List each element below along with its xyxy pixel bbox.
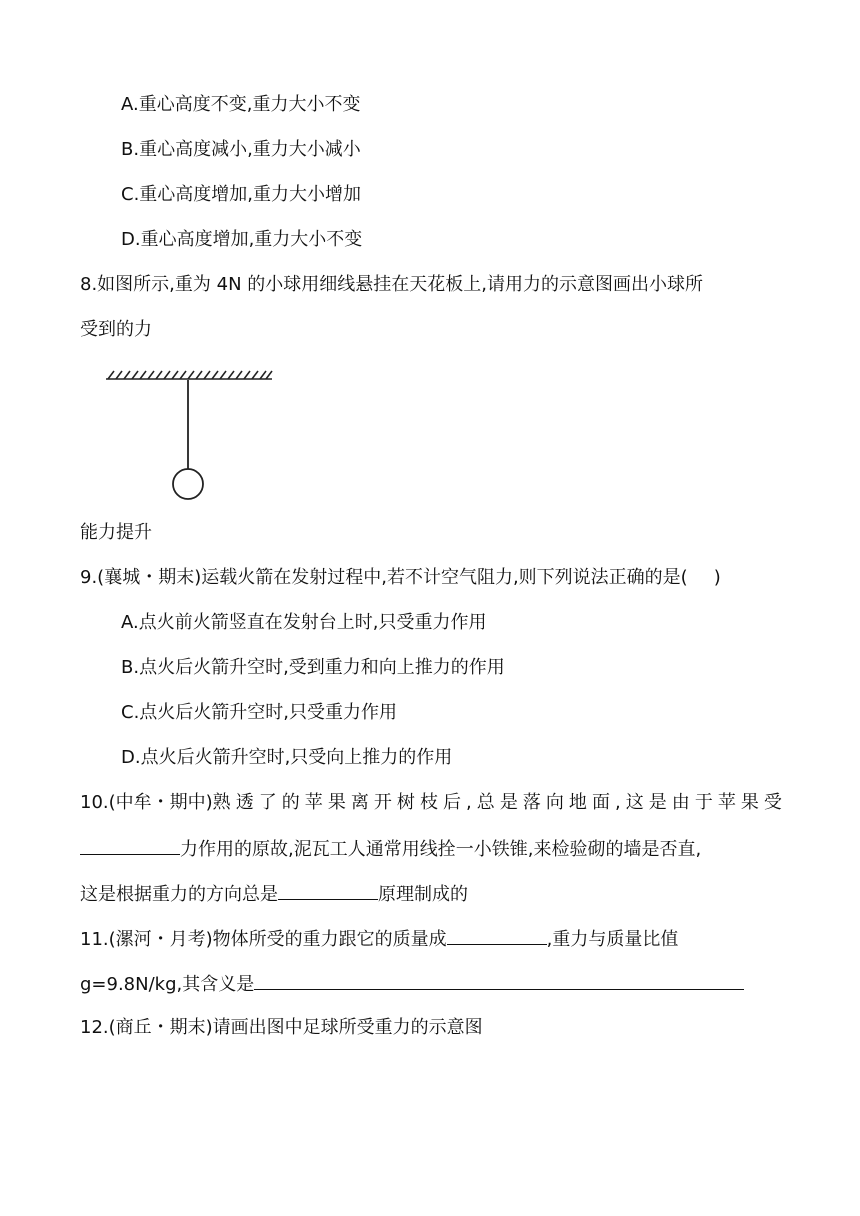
q11-blank-1[interactable] bbox=[447, 926, 547, 945]
q10-text-part: 受 bbox=[763, 792, 782, 813]
q7-option-d: D.重心高度增加,重力大小不变 bbox=[121, 229, 363, 250]
q10-line3-text-before: 这是根据重力的方向总是 bbox=[80, 884, 278, 905]
q9-stem-end: ) bbox=[713, 567, 721, 588]
q10-text-part: 地 bbox=[568, 792, 587, 813]
q10-stem-line1 bbox=[80, 791, 782, 815]
q10-text-part: , bbox=[614, 792, 621, 813]
q11-line2-text: g=9.8N/kg,其含义是 bbox=[80, 974, 255, 995]
q7-option-c: C.重心高度增加,重力大小增加 bbox=[121, 184, 362, 205]
q10-text-part: 是 bbox=[648, 792, 667, 813]
q10-text-part: 总 bbox=[476, 792, 495, 813]
q11-stem-line2 bbox=[80, 971, 744, 997]
q10-text-part: 于 bbox=[694, 792, 713, 813]
q7-option-b: B.重心高度减小,重力大小减小 bbox=[121, 139, 361, 160]
q10-text-part: 果 bbox=[327, 792, 346, 813]
q10-text-part: 落 bbox=[522, 792, 541, 813]
section-heading: 能力提升 bbox=[80, 522, 152, 543]
q10-text-part: 是 bbox=[499, 792, 518, 813]
q11-line1-text-after: ,重力与质量比值 bbox=[546, 929, 679, 950]
q9-option-b: B.点火后火箭升空时,受到重力和向上推力的作用 bbox=[121, 657, 505, 678]
ceiling-hatch bbox=[106, 371, 272, 379]
q7-option-a: A.重心高度不变,重力大小不变 bbox=[121, 94, 361, 115]
q9-option-a: A.点火前火箭竖直在发射台上时,只受重力作用 bbox=[121, 612, 487, 633]
hanging-ball-figure bbox=[100, 364, 280, 504]
q10-line2-text: 力作用的原故,泥瓦工人通常用线拴一小铁锥,来检验砌的墙是否直, bbox=[180, 839, 702, 860]
q11-blank-2[interactable] bbox=[254, 971, 744, 990]
q10-text-part: 的 bbox=[281, 792, 300, 813]
q10-text-part: 苹 bbox=[304, 792, 323, 813]
q10-text-part: 了 bbox=[258, 792, 277, 813]
q10-text-part: 开 bbox=[373, 792, 392, 813]
ball bbox=[173, 469, 203, 499]
q10-text-part: 果 bbox=[740, 792, 759, 813]
q11-line1-text-before: 11.(漯河・月考)物体所受的重力跟它的质量成 bbox=[80, 929, 447, 950]
q9-stem bbox=[80, 566, 721, 590]
q10-stem-line3 bbox=[80, 881, 468, 907]
q12-stem: 12.(商丘・期末)请画出图中足球所受重力的示意图 bbox=[80, 1017, 483, 1038]
q9-stem-text: 9.(襄城・期末)运载火箭在发射过程中,若不计空气阻力,则下列说法正确的是( bbox=[80, 567, 688, 588]
q10-text-part: 后 bbox=[442, 792, 461, 813]
q10-line3-text-after: 原理制成的 bbox=[378, 884, 468, 905]
q10-blank-1[interactable] bbox=[80, 836, 180, 855]
q8-stem-line2: 受到的力 bbox=[80, 319, 152, 340]
q9-option-d: D.点火后火箭升空时,只受向上推力的作用 bbox=[121, 747, 453, 768]
q10-text-part: 苹 bbox=[717, 792, 736, 813]
q10-blank-2[interactable] bbox=[278, 881, 378, 900]
q9-option-c: C.点火后火箭升空时,只受重力作用 bbox=[121, 702, 398, 723]
q8-stem-line1: 8.如图所示,重为 4N 的小球用细线悬挂在天花板上,请用力的示意图画出小球所 bbox=[80, 274, 703, 295]
q10-text-part: 向 bbox=[545, 792, 564, 813]
q10-text-part: 这 bbox=[625, 792, 644, 813]
q10-text-part: 由 bbox=[671, 792, 690, 813]
q10-text-part: 离 bbox=[350, 792, 369, 813]
q11-stem-line1 bbox=[80, 926, 678, 952]
q10-text-part: 10.(中牟・期中)熟 bbox=[80, 792, 231, 813]
q10-text-part: 枝 bbox=[419, 792, 438, 813]
q10-stem-line2 bbox=[80, 836, 701, 862]
q10-text-part: , bbox=[466, 792, 472, 813]
q10-text-part: 透 bbox=[235, 792, 254, 813]
q10-text-part: 树 bbox=[396, 792, 415, 813]
q10-text-part: 面 bbox=[591, 792, 610, 813]
